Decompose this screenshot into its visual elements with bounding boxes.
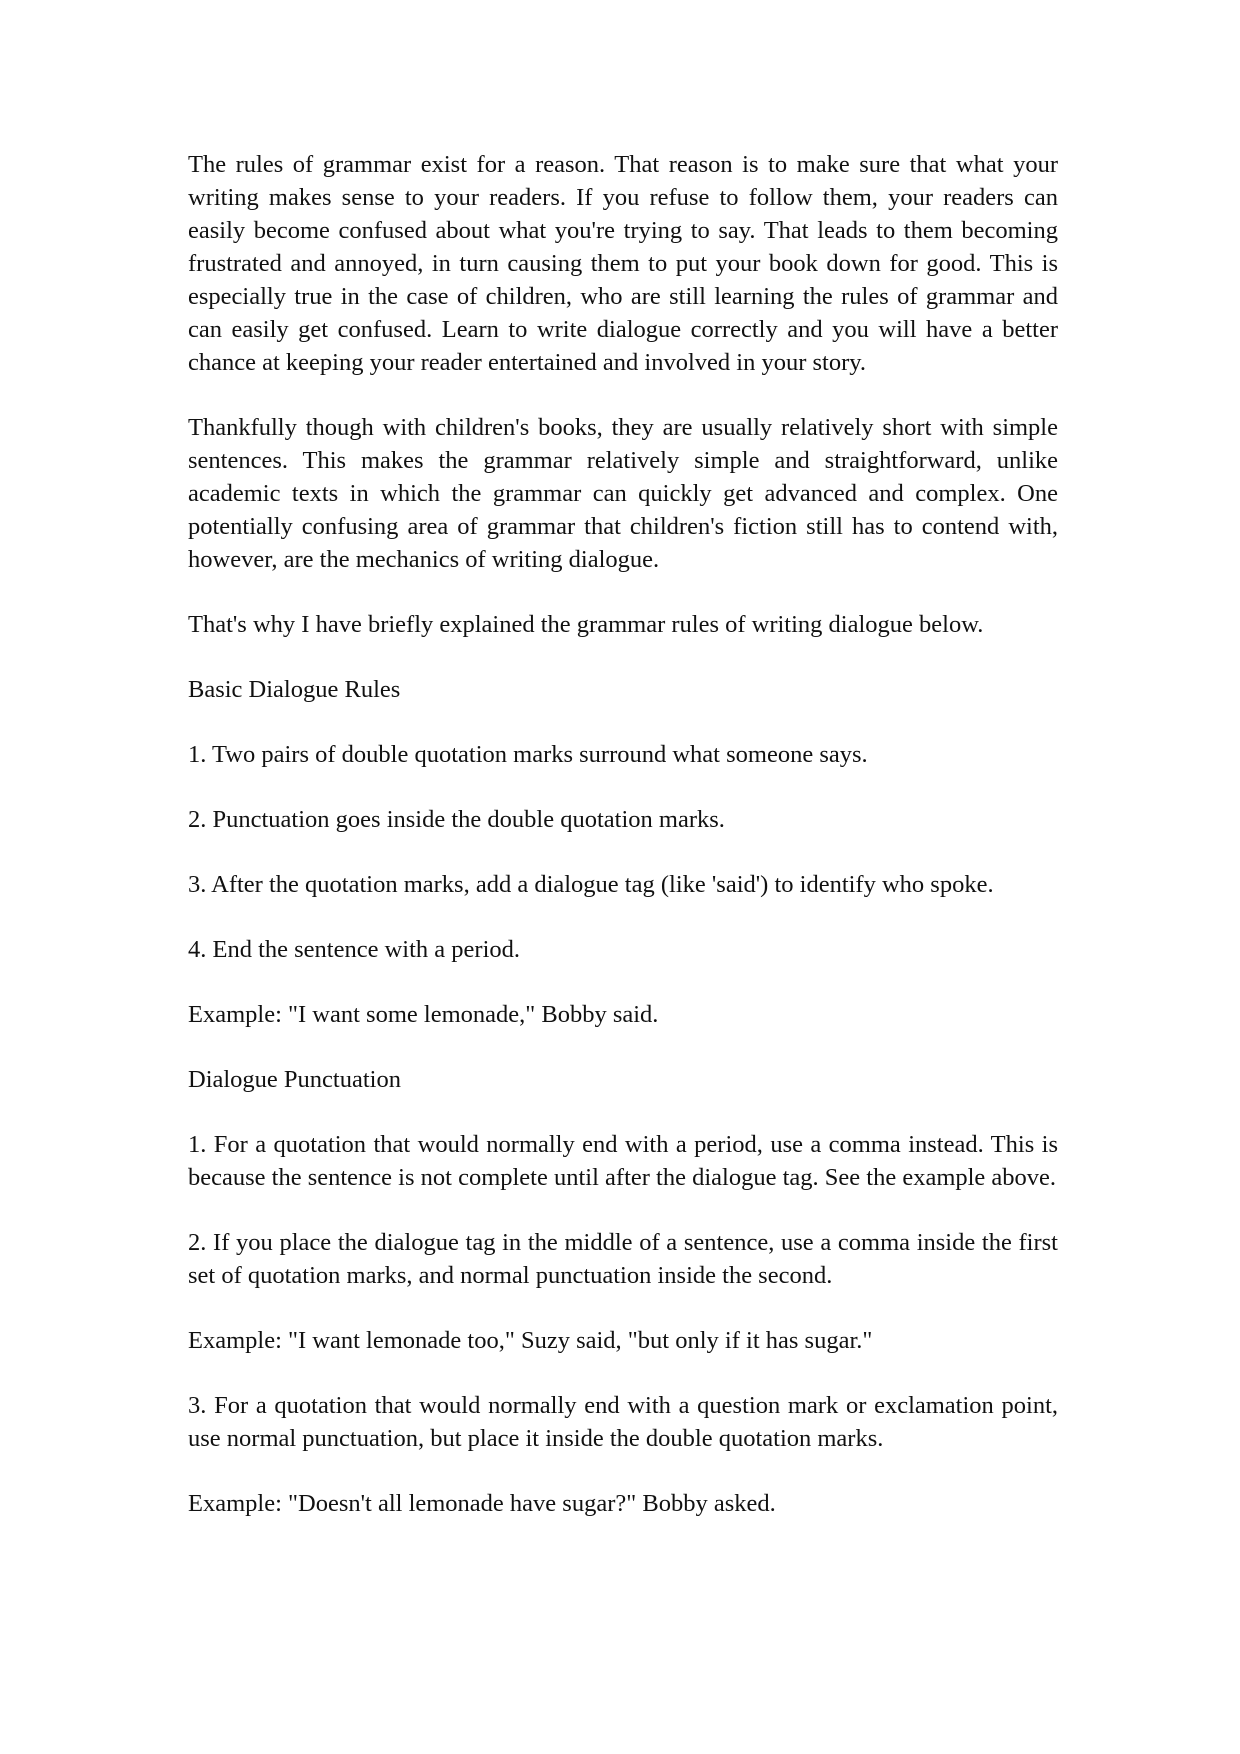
basic-rule-4: 4. End the sentence with a period. bbox=[188, 936, 521, 963]
basic-rule-2: 2. Punctuation goes inside the double quotation marks. bbox=[188, 806, 725, 833]
punctuation-heading: Dialogue Punctuation bbox=[188, 1066, 401, 1093]
punctuation-rule-3: 3. For a quotation that would normally end with a question mark or exclamation point, use normal punctuation, but place it inside the double quotation marks. bbox=[188, 1392, 1058, 1452]
punctuation-example-3: Example: "Doesn't all lemonade have sugar?" Bobby asked. bbox=[188, 1490, 776, 1517]
intro-paragraph: The rules of grammar exist for a reason. That reason is to make sure that what your writing makes sense to your readers. If you refuse to follow them, your readers can easily become confused about what you're trying to say. That leads to them becoming frustrated and annoyed, in turn causing them to put your book down for good. This is especially true in the case of children, who are still learning the rules of grammar and can easily get confused. Learn to write dialogue correctly and you will have a better chance at keeping your reader entertained and involved in your story. bbox=[188, 151, 1058, 376]
explanation-paragraph: That's why I have briefly explained the grammar rules of writing dialogue below. bbox=[188, 611, 984, 638]
basic-rule-1: 1. Two pairs of double quotation marks surround what someone says. bbox=[188, 741, 868, 768]
document-page bbox=[188, 148, 1058, 1552]
basic-rule-3: 3. After the quotation marks, add a dialogue tag (like 'said') to identify who spoke. bbox=[188, 871, 994, 898]
punctuation-example-2: Example: "I want lemonade too," Suzy said, "but only if it has sugar." bbox=[188, 1327, 873, 1354]
basic-rules-example: Example: "I want some lemonade," Bobby said. bbox=[188, 1001, 659, 1028]
punctuation-rule-1: 1. For a quotation that would normally end with a period, use a comma instead. This is because the sentence is not complete until after the dialogue tag. See the example above. bbox=[188, 1131, 1058, 1191]
basic-rules-heading: Basic Dialogue Rules bbox=[188, 676, 401, 703]
childrens-books-paragraph: Thankfully though with children's books, they are usually relatively short with simple sentences. This makes the grammar relatively simple and straightforward, unlike academic texts in which the grammar can quickly get advanced and complex. One potentially confusing area of grammar that children's fiction still has to contend with, however, are the mechanics of writing dialogue. bbox=[188, 414, 1058, 573]
punctuation-rule-2: 2. If you place the dialogue tag in the middle of a sentence, use a comma inside the first set of quotation marks, and normal punctuation inside the second. bbox=[188, 1229, 1058, 1289]
